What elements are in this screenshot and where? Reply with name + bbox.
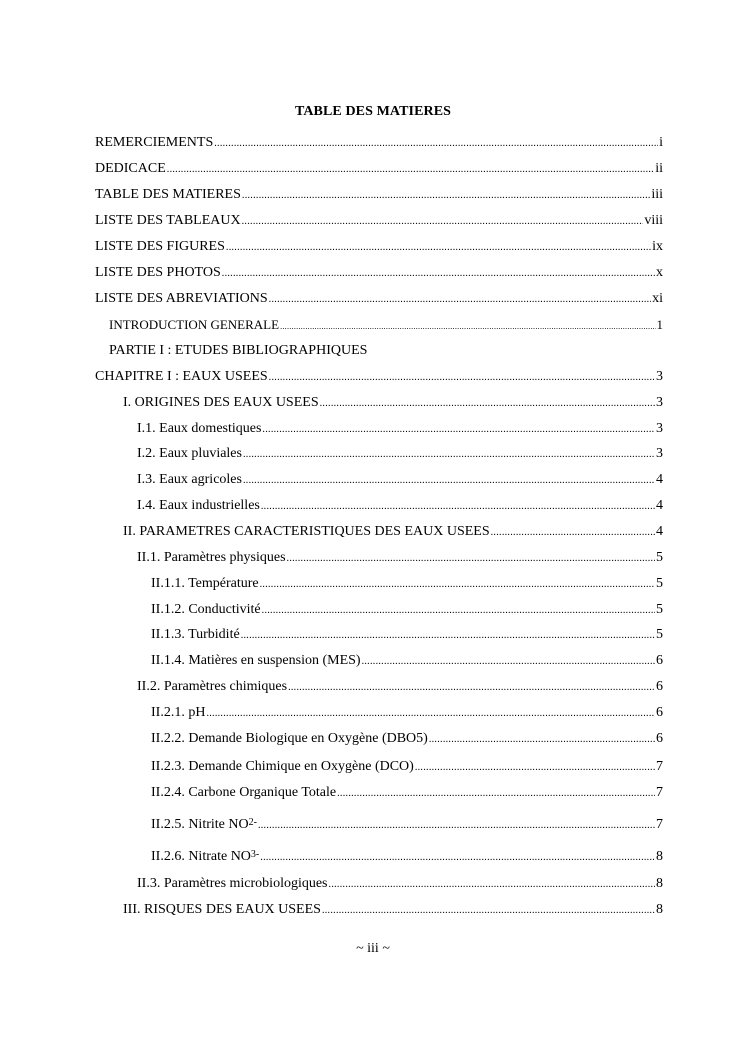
toc-entry-label: II.1.1. Température	[151, 576, 259, 591]
toc-entry-page: 1	[656, 317, 663, 332]
toc-entry[interactable]	[137, 679, 663, 696]
toc-leader-dots	[261, 499, 655, 515]
toc-leader-dots	[226, 240, 651, 256]
toc-entry[interactable]	[151, 849, 663, 866]
toc-entry-label: CHAPITRE I : EAUX USEES	[95, 369, 268, 384]
toc-entry[interactable]	[151, 627, 663, 644]
toc-entry[interactable]	[151, 817, 663, 834]
toc-entry-page: 5	[656, 627, 663, 642]
toc-entry-label: LISTE DES TABLEAUX	[95, 213, 241, 228]
toc-leader-dots	[241, 628, 655, 644]
toc-entry-label: II.1.2. Conductivité	[151, 602, 261, 617]
toc-entry[interactable]	[95, 161, 663, 178]
toc-entry[interactable]	[95, 213, 663, 230]
superscript-charge: 2-	[248, 817, 257, 828]
toc-entry[interactable]	[137, 876, 663, 893]
toc-leader-dots	[287, 551, 655, 567]
toc-entry-label: II.1.3. Turbidité	[151, 627, 240, 642]
toc-leader-dots	[258, 818, 655, 834]
toc-entry-label-text: II.2.5. Nitrite NO	[151, 817, 249, 832]
toc-entry-page: 6	[656, 705, 663, 720]
toc-entry-label-text: II.2.6. Nitrate NO	[151, 849, 251, 864]
toc-entry-page: ii	[655, 161, 663, 176]
toc-entry-label: LISTE DES FIGURES	[95, 239, 225, 254]
toc-entry[interactable]	[137, 498, 663, 515]
toc-leader-dots	[288, 680, 655, 696]
toc-entry-page: 8	[656, 902, 663, 917]
toc-entry-page: 4	[656, 498, 663, 513]
toc-entry-label: II.2.4. Carbone Organique Totale	[151, 785, 337, 800]
toc-entry-page: 6	[656, 731, 663, 746]
toc-entry-page: viii	[644, 213, 663, 228]
toc-entry-label: REMERCIEMENTS	[95, 135, 214, 150]
toc-entry-page: 5	[656, 602, 663, 617]
toc-entry[interactable]	[109, 343, 663, 359]
toc-entry-page: 3	[656, 369, 663, 384]
toc-entry-page: iii	[651, 187, 663, 202]
toc-entry[interactable]	[137, 550, 663, 567]
toc-entry-label: I. ORIGINES DES EAUX USEES	[123, 395, 319, 410]
toc-leader-dots	[337, 786, 655, 802]
toc-leader-dots	[262, 422, 655, 438]
toc-entry-page: 3	[656, 395, 663, 410]
toc-entry-label: I.2. Eaux pluviales	[137, 446, 242, 461]
toc-entry-label	[151, 817, 257, 833]
toc-leader-dots	[362, 654, 655, 670]
toc-entry-label: II.1.4. Matières en suspension (MES)	[151, 653, 361, 668]
toc-entry[interactable]	[151, 759, 663, 776]
toc-leader-dots	[242, 188, 650, 204]
toc-entry[interactable]	[95, 135, 663, 152]
toc-leader-dots	[260, 850, 655, 866]
toc-entry[interactable]	[151, 705, 663, 722]
toc-entry[interactable]	[151, 785, 663, 802]
toc-entry-label: LISTE DES PHOTOS	[95, 265, 221, 280]
toc-entry-page: 5	[656, 576, 663, 591]
page-number-footer: ~ iii ~	[356, 941, 390, 956]
toc-entry-label: II.1. Paramètres physiques	[137, 550, 286, 565]
toc-entry[interactable]	[123, 524, 663, 541]
toc-entry[interactable]	[123, 902, 663, 919]
toc-entry-label: II. PARAMETRES CARACTERISTIQUES DES EAUX USEES	[123, 524, 490, 539]
toc-leader-dots	[491, 525, 655, 541]
toc-entry-page: 3	[656, 446, 663, 461]
toc-entry-label: INTRODUCTION GENERALE	[109, 317, 280, 332]
toc-entry-page: i	[659, 135, 663, 150]
toc-entry-label: II.3. Paramètres microbiologiques	[137, 876, 328, 891]
toc-entry-label: LISTE DES ABREVIATIONS	[95, 291, 268, 306]
toc-entry[interactable]	[137, 421, 663, 438]
toc-entry-page: 4	[656, 472, 663, 487]
toc-entry-page: x	[656, 265, 663, 280]
toc-leader-dots	[167, 162, 654, 178]
toc-entry-page: 4	[656, 524, 663, 539]
toc-leader-dots	[269, 292, 651, 308]
toc-entry[interactable]	[151, 731, 663, 748]
toc-leader-dots	[322, 903, 655, 919]
toc-entry[interactable]	[95, 239, 663, 256]
toc-entry-label: II.2.1. pH	[151, 705, 206, 720]
toc-entry-label: II.2.3. Demande Chimique en Oxygène (DCO)	[151, 759, 414, 774]
toc-entry[interactable]	[151, 602, 663, 619]
toc-entry-page: xi	[652, 291, 663, 306]
toc-entry-page: 7	[656, 785, 663, 800]
superscript-charge: 3-	[250, 849, 260, 860]
toc-entry-label: I.3. Eaux agricoles	[137, 472, 242, 487]
toc-leader-dots	[280, 319, 655, 335]
toc-leader-dots	[429, 732, 655, 748]
toc-entry-label	[151, 849, 259, 865]
toc-leader-dots	[222, 266, 655, 282]
toc-leader-dots	[262, 603, 655, 619]
toc-entry-page: 7	[656, 759, 663, 774]
toc-leader-dots	[243, 473, 655, 489]
toc-entry-page: 6	[656, 679, 663, 694]
page-title: TABLE DES MATIERES	[294, 104, 452, 119]
toc-leader-dots	[415, 760, 655, 776]
toc-entry[interactable]	[123, 395, 663, 412]
toc-entry-label: I.4. Eaux industrielles	[137, 498, 260, 513]
toc-entry-label: III. RISQUES DES EAUX USEES	[123, 902, 321, 917]
toc-entry-label: TABLE DES MATIERES	[95, 187, 241, 202]
toc-entry-label: DEDICACE	[95, 161, 166, 176]
toc-entry-page: 8	[656, 849, 663, 864]
toc-entry[interactable]	[151, 576, 663, 593]
toc-entry-page: 3	[656, 421, 663, 436]
toc-entry-label: PARTIE I : ETUDES BIBLIOGRAPHIQUES	[109, 343, 368, 358]
toc-entry-page: 6	[656, 653, 663, 668]
toc-leader-dots	[320, 396, 655, 412]
toc-leader-dots	[260, 577, 655, 593]
toc-leader-dots	[329, 877, 655, 893]
toc-entry-page: 5	[656, 550, 663, 565]
toc-entry-page: 7	[656, 817, 663, 832]
toc-entry-label: I.1. Eaux domestiques	[137, 421, 262, 436]
toc-entry-label: II.2. Paramètres chimiques	[137, 679, 288, 694]
toc-leader-dots	[269, 370, 655, 386]
toc-leader-dots	[214, 136, 658, 152]
toc-entry[interactable]	[151, 653, 663, 670]
toc-entry[interactable]	[137, 446, 663, 463]
toc-leader-dots	[242, 214, 644, 230]
toc-entry[interactable]	[95, 265, 663, 282]
toc-leader-dots	[243, 447, 655, 463]
toc-entry[interactable]	[109, 317, 663, 335]
toc-entry[interactable]	[95, 187, 663, 204]
toc-entry-page: 8	[656, 876, 663, 891]
toc-entry-page: ix	[652, 239, 663, 254]
toc-entry[interactable]	[95, 291, 663, 308]
toc-entry-label: II.2.2. Demande Biologique en Oxygène (DBO5)	[151, 731, 428, 746]
toc-entry[interactable]	[95, 369, 663, 386]
toc-leader-dots	[206, 706, 655, 722]
toc-entry[interactable]	[137, 472, 663, 489]
